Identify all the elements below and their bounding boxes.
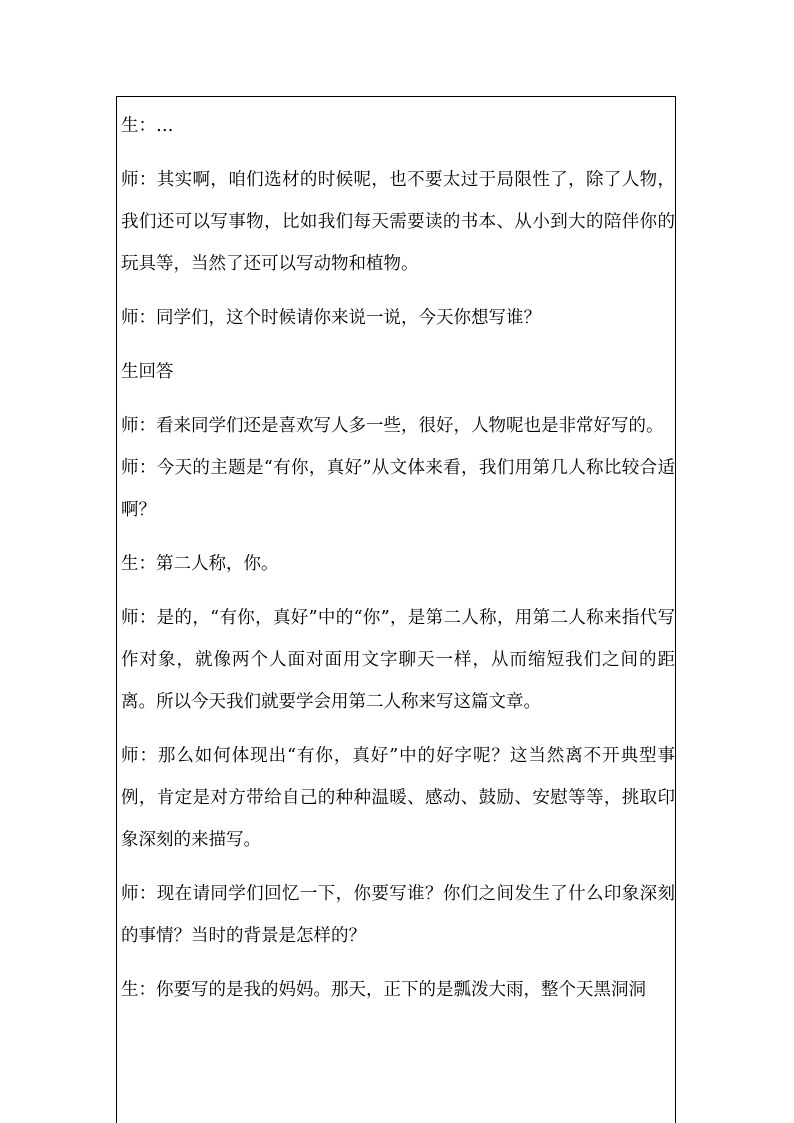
paragraph-9: 师：那么如何体现出“有你，真好”中的好字呢？这当然离不开典型事例，肯定是对方带给自己的种种温暖、感动、鼓励、安慰等等，挑取印象深刻的来描写。 xyxy=(121,746,675,850)
paragraph-8: 师：是的，“有你，真好”中的“你”，是第二人称，用第二人称来指代写作对象，就像两个人面对面用文字聊天一样，从而缩短我们之间的距离。所以今天我们就要学会用第二人称来写这篇文章。 xyxy=(121,608,675,712)
paragraph-6: 师：今天的主题是“有你，真好”从文体来看，我们用第几人称比较合适啊？ xyxy=(121,458,675,520)
paragraph-10: 师：现在请同学们回忆一下，你要写谁？你们之间发生了什么印象深刻的事情？当时的背景是怎样的？ xyxy=(121,884,675,946)
cell-content xyxy=(121,105,675,1023)
paragraph-2: 师：其实啊，咱们选材的时候呢，也不要太过于局限性了，除了人物，我们还可以写事物，比如我们每天需要读的书本、从小到大的陪伴你的玩具等，当然了还可以写动物和植物。 xyxy=(121,170,675,274)
paragraph-5: 师：看来同学们还是喜欢写人多一些，很好，人物呢也是非常好写的。 xyxy=(121,416,664,436)
paragraph-3: 师：同学们，这个时候请你来说一说，今天你想写谁？ xyxy=(121,308,541,328)
paragraph-1: 生：… xyxy=(121,116,174,136)
paragraph-7: 生：第二人称，你。 xyxy=(121,554,279,574)
paragraph-4: 生回答 xyxy=(121,362,174,382)
paragraph-11: 生：你要写的是我的妈妈。那天，正下的是瓢泼大雨，整个天黑洞洞 xyxy=(121,980,646,1000)
table-cell xyxy=(116,96,676,1123)
